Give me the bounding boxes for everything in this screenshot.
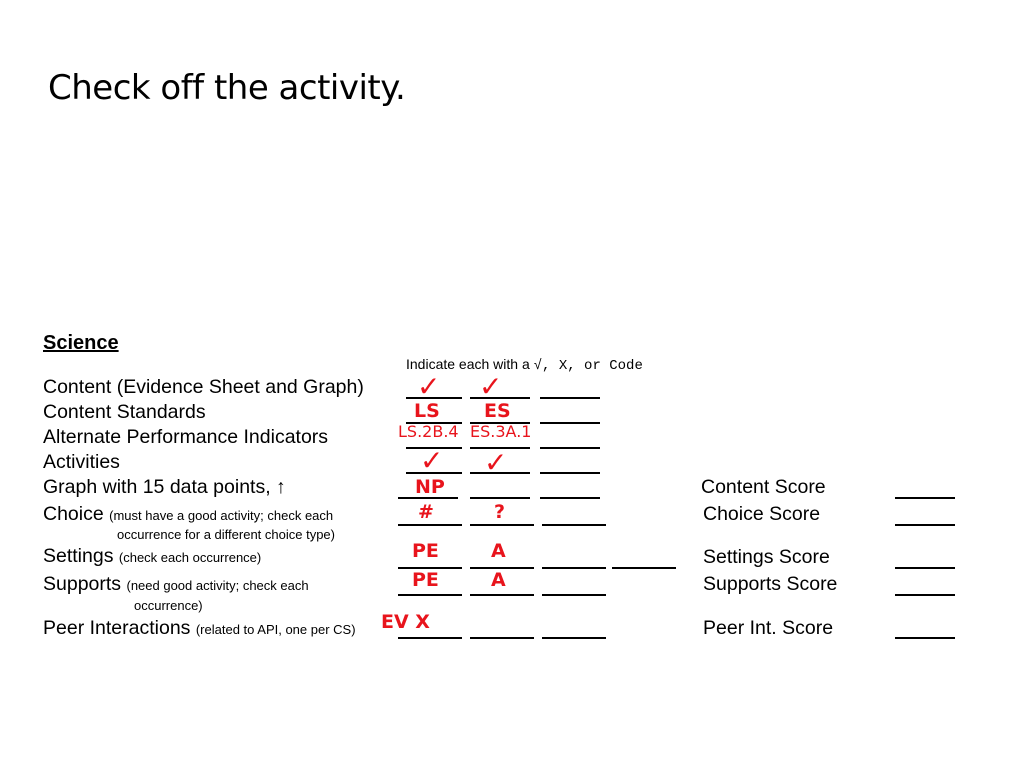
score-blank [895,594,955,596]
section-heading: Science [43,332,119,354]
score-label-peer: Peer Int. Score [703,617,834,639]
mark-supports-1: PE [412,569,439,591]
instruction-text [406,356,643,374]
answer-blank [542,524,606,526]
answer-blank [542,594,606,596]
answer-blank [398,524,462,526]
check-mark-activities-2: ✓ [484,446,508,479]
row-note-supports-line2: occurrence) [134,598,203,613]
answer-blank [540,397,600,399]
answer-blank [470,524,534,526]
score-label-content: Content Score [701,476,826,498]
check-mark-content-1: ✓ [417,370,441,403]
row-label-choice-text: Choice [43,503,104,525]
answer-blank [398,594,462,596]
mark-settings-2: A [491,540,506,562]
mark-settings-1: PE [412,540,439,562]
score-label-settings: Settings Score [703,546,830,568]
answer-blank [542,567,606,569]
answer-blank [470,637,534,639]
row-label-content: Content (Evidence Sheet and Graph) [43,376,364,398]
answer-blank [540,447,600,449]
answer-blank [540,497,600,499]
instruction-symbols: √, X, or Code [533,358,643,374]
check-mark-content-2: ✓ [479,370,503,403]
row-label-supports-text: Supports [43,573,122,595]
instruction-prefix: Indicate each with a [406,356,530,372]
score-blank [895,637,955,639]
mark-graph: NP [415,476,445,498]
row-label-supports [43,573,309,596]
row-note-choice-line2: occurrence for a different choice type) [117,527,335,542]
row-label-peer [43,617,356,640]
row-label-content-standards: Content Standards [43,401,206,423]
slide-title: Check off the activity. [48,68,406,108]
answer-blank [398,637,462,639]
answer-blank [470,594,534,596]
answer-blank [612,567,676,569]
mark-peer: EV X [381,611,430,633]
mark-choice-2: ? [494,501,506,523]
score-label-supports: Supports Score [703,573,838,595]
mark-standard-2: ES [484,400,511,422]
row-label-choice [43,503,333,526]
mark-standard-1: LS [414,400,440,422]
answer-blank [470,497,530,499]
score-label-choice: Choice Score [703,503,821,525]
answer-blank [540,472,600,474]
answer-blank [540,422,600,424]
row-label-api: Alternate Performance Indicators [43,426,329,448]
row-label-peer-text: Peer Interactions [43,617,191,639]
mark-supports-2: A [491,569,506,591]
mark-api-1: LS.2B.4 [398,422,459,441]
check-mark-activities-1: ✓ [420,444,444,477]
score-blank [895,524,955,526]
row-label-settings [43,545,261,568]
row-note-settings: (check each occurrence) [118,550,262,565]
mark-choice-1: # [418,501,434,523]
row-note-choice: (must have a good activity; check each [109,508,334,523]
row-note-peer: (related to API, one per CS) [195,622,356,637]
score-blank [895,567,955,569]
answer-blank [542,637,606,639]
row-label-graph: Graph with 15 data points, ↑ [43,476,286,498]
row-label-activities: Activities [43,451,120,473]
row-note-supports: (need good activity; check each [126,578,309,593]
score-blank [895,497,955,499]
mark-api-2: ES.3A.1 [470,422,532,441]
row-label-settings-text: Settings [43,545,114,567]
